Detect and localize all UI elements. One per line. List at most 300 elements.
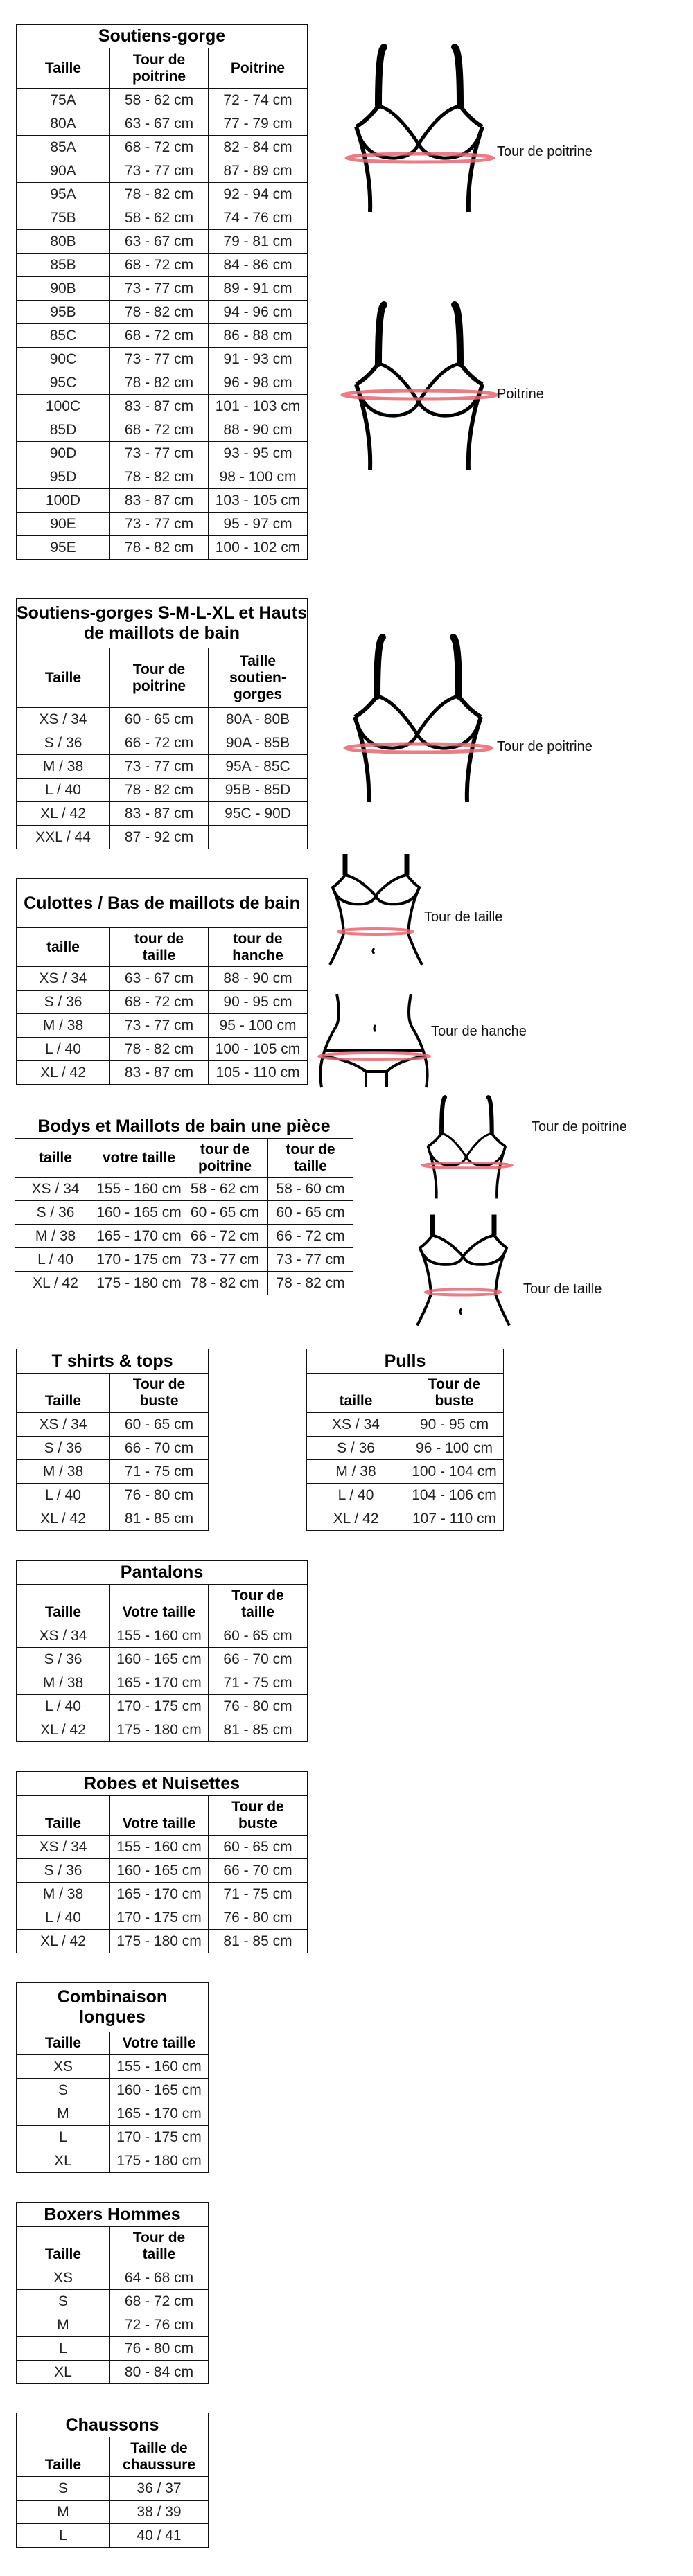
- table-row: [17, 442, 308, 465]
- table-row: [17, 1437, 209, 1460]
- column-header: Taille de chaussure: [110, 2437, 209, 2477]
- table-cell: 63 - 67 cm: [110, 112, 209, 136]
- table-cell: S: [17, 2477, 110, 2501]
- table-cell: 75B: [17, 206, 110, 230]
- table-row: [17, 324, 308, 348]
- table-cell: 72 - 76 cm: [110, 2313, 209, 2337]
- table-cell: 79 - 81 cm: [209, 230, 308, 254]
- table-row: [17, 2102, 209, 2126]
- table-cell: 58 - 60 cm: [268, 1178, 353, 1201]
- column-header: tour de taille: [268, 1139, 353, 1178]
- column-header: Taille: [17, 1374, 110, 1413]
- table-cell: S / 36: [17, 1648, 110, 1671]
- table-row: [17, 489, 308, 513]
- table-cell: 78 - 82 cm: [110, 465, 209, 489]
- table-cell: 73 - 77 cm: [110, 513, 209, 536]
- table-soutiens-gorges-sml: [16, 598, 308, 849]
- table-cell: 96 - 100 cm: [405, 1437, 504, 1460]
- table-row: [15, 1248, 353, 1272]
- table-row: [17, 1460, 209, 1484]
- table-cell: XL / 42: [17, 1061, 110, 1085]
- table-cell: 90 - 95 cm: [209, 991, 308, 1014]
- table-cell: 165 - 170 cm: [110, 1671, 209, 1695]
- table-row: [17, 1624, 308, 1648]
- table-cell: 73 - 77 cm: [110, 348, 209, 371]
- table-cell: 78 - 82 cm: [110, 301, 209, 324]
- table-row: [17, 395, 308, 418]
- table-cell: 85A: [17, 136, 110, 159]
- column-header: Tour de poitrine: [110, 648, 209, 708]
- table-row: [17, 1038, 308, 1061]
- table-cell: 76 - 80 cm: [209, 1906, 308, 1930]
- table-cell: XS / 34: [307, 1413, 405, 1437]
- table-bodys: [15, 1114, 353, 1295]
- table-cell: 71 - 75 cm: [110, 1460, 209, 1484]
- table-title: Boxers Hommes: [17, 2203, 209, 2227]
- table-row: [17, 301, 308, 324]
- table-cell: 95B: [17, 301, 110, 324]
- column-header: tour de poitrine: [182, 1139, 268, 1178]
- table-cell: 175 - 180 cm: [96, 1272, 182, 1295]
- table-cell: 96 - 98 cm: [209, 371, 308, 395]
- table-cell: M / 38: [17, 1014, 110, 1038]
- table-cell: XXL / 44: [17, 826, 110, 849]
- table-row: [17, 2266, 209, 2290]
- table-cell: 170 - 175 cm: [110, 1906, 209, 1930]
- table-cell: 95E: [17, 536, 110, 560]
- table-cell: S / 36: [17, 1859, 110, 1883]
- table-cell: 94 - 96 cm: [209, 301, 308, 324]
- table-cell: 95D: [17, 465, 110, 489]
- table-cell: 87 - 92 cm: [110, 826, 209, 849]
- table-cell: 95C - 90D: [209, 802, 308, 826]
- table-row: [17, 2313, 209, 2337]
- table-row: [17, 513, 308, 536]
- table-cell: 76 - 80 cm: [209, 1695, 308, 1718]
- table-cell: M / 38: [17, 1671, 110, 1695]
- table-cell: 80A: [17, 112, 110, 136]
- table-cell: 81 - 85 cm: [209, 1930, 308, 1953]
- table-row: [307, 1507, 504, 1531]
- table-row: [17, 254, 308, 277]
- column-header: Taille: [17, 2032, 110, 2055]
- table-cell: 155 - 160 cm: [110, 1624, 209, 1648]
- table-cell: 80A - 80B: [209, 708, 308, 731]
- column-header: Votre taille: [110, 1585, 209, 1624]
- table-row: [17, 755, 308, 779]
- table-cell: 155 - 160 cm: [96, 1178, 182, 1201]
- column-header: Votre taille: [110, 2032, 209, 2055]
- table-row: [17, 1718, 308, 1742]
- table-cell: XL / 42: [307, 1507, 405, 1531]
- table-chaussons: [16, 2413, 209, 2548]
- table-cell: 90E: [17, 513, 110, 536]
- table-row: [307, 1437, 504, 1460]
- table-cell: 66 - 70 cm: [209, 1859, 308, 1883]
- table-cell: 175 - 180 cm: [110, 1930, 209, 1953]
- label-tour-de-taille: Tour de taille: [424, 909, 503, 925]
- table-cell: 175 - 180 cm: [110, 2149, 209, 2173]
- table-row: [17, 2149, 209, 2173]
- table-cell: L: [17, 2524, 110, 2548]
- table-cell: 68 - 72 cm: [110, 418, 209, 442]
- column-header: taille: [307, 1374, 405, 1413]
- column-header: Tour de poitrine: [110, 48, 209, 89]
- table-cell: 88 - 90 cm: [209, 967, 308, 991]
- table-cell: 95A: [17, 183, 110, 206]
- table-cell: XL / 42: [17, 1507, 110, 1531]
- table-cell: S / 36: [17, 991, 110, 1014]
- table-pulls: [306, 1349, 504, 1531]
- table-row: [17, 230, 308, 254]
- column-header: tour de taille: [110, 928, 209, 967]
- table-row: [17, 2477, 209, 2501]
- table-row: [307, 1460, 504, 1484]
- table-cell: M / 38: [17, 755, 110, 779]
- table-cell: 100 - 104 cm: [405, 1460, 504, 1484]
- table-cell: 93 - 95 cm: [209, 442, 308, 465]
- table-cell: 63 - 67 cm: [110, 967, 209, 991]
- table-title: Soutiens-gorges S-M-L-XL et Hauts de maillots de bain: [17, 599, 308, 648]
- bra-underbust-illustration: [330, 40, 510, 215]
- table-cell: 77 - 79 cm: [209, 112, 308, 136]
- column-header: Votre taille: [110, 1796, 209, 1836]
- table-soutiens-gorge: [16, 24, 308, 560]
- table-cell: XL: [17, 2361, 110, 2384]
- body-bust-illustration: [412, 1093, 523, 1208]
- table-cell: 78 - 82 cm: [182, 1272, 268, 1295]
- table-cell: 68 - 72 cm: [110, 991, 209, 1014]
- table-cell: 170 - 175 cm: [110, 2126, 209, 2149]
- label-tour-de-poitrine: Tour de poitrine: [497, 739, 593, 754]
- body-waist-illustration: [416, 1214, 513, 1328]
- table-row: [17, 1836, 308, 1859]
- table-cell: 84 - 86 cm: [209, 254, 308, 277]
- table-row: [17, 206, 308, 230]
- table-cell: 160 - 165 cm: [110, 2079, 209, 2102]
- table-cell: XS / 34: [17, 1413, 110, 1437]
- table-row: [17, 159, 308, 183]
- table-cell: 66 - 70 cm: [110, 1437, 209, 1460]
- table-cell: 86 - 88 cm: [209, 324, 308, 348]
- column-header: Taille: [17, 1585, 110, 1624]
- table-cell: 60 - 65 cm: [182, 1201, 268, 1225]
- table-row: [17, 708, 308, 731]
- label-tour-de-hanche: Tour de hanche: [431, 1024, 527, 1039]
- column-header: votre taille: [96, 1139, 182, 1178]
- table-cell: 85C: [17, 324, 110, 348]
- table-row: [307, 1413, 504, 1437]
- column-header: Taille: [17, 1796, 110, 1836]
- table-cell: 73 - 77 cm: [110, 277, 209, 301]
- column-header: Taille soutien-gorges: [209, 648, 308, 708]
- table-row: [17, 89, 308, 112]
- table-cell: 100 - 105 cm: [209, 1038, 308, 1061]
- table-cell: 83 - 87 cm: [110, 1061, 209, 1085]
- table-cell: 80B: [17, 230, 110, 254]
- table-cell: 58 - 62 cm: [110, 89, 209, 112]
- column-header: taille: [17, 928, 110, 967]
- table-title: Bodys et Maillots de bain une pièce: [15, 1114, 353, 1139]
- table-row: [17, 1413, 209, 1437]
- table-cell: 170 - 175 cm: [110, 1695, 209, 1718]
- table-cell: 60 - 65 cm: [110, 1413, 209, 1437]
- table-cell: L: [17, 2126, 110, 2149]
- table-cell: XS: [17, 2055, 110, 2079]
- table-row: [17, 1061, 308, 1085]
- table-title: Pantalons: [17, 1561, 308, 1585]
- table-cell: 63 - 67 cm: [110, 230, 209, 254]
- hips-illustration: [316, 994, 434, 1091]
- column-header: Tour de buste: [110, 1374, 209, 1413]
- table-row: [17, 967, 308, 991]
- table-cell: 75A: [17, 89, 110, 112]
- table-row: [17, 2079, 209, 2102]
- table-row: [17, 418, 308, 442]
- table-cell: 68 - 72 cm: [110, 254, 209, 277]
- table-cell: S / 36: [17, 1437, 110, 1460]
- table-cell: 60 - 65 cm: [209, 1624, 308, 1648]
- table-row: [17, 1648, 308, 1671]
- table-cell: 95 - 97 cm: [209, 513, 308, 536]
- table-pantalons: [16, 1560, 308, 1742]
- table-row: [17, 2361, 209, 2384]
- table-row: [17, 1507, 209, 1531]
- table-cell: 71 - 75 cm: [209, 1883, 308, 1906]
- table-cell: 165 - 170 cm: [110, 2102, 209, 2126]
- table-cell: 80 - 84 cm: [110, 2361, 209, 2384]
- table-cell: 92 - 94 cm: [209, 183, 308, 206]
- label-poitrine: Poitrine: [497, 387, 544, 402]
- table-cell: 58 - 62 cm: [182, 1178, 268, 1201]
- table-cell: 40 / 41: [110, 2524, 209, 2548]
- table-row: [15, 1201, 353, 1225]
- table-cell: 165 - 170 cm: [96, 1225, 182, 1248]
- table-cell: 90 - 95 cm: [405, 1413, 504, 1437]
- bra-sml-underbust-illustration: [328, 630, 509, 805]
- column-header: taille: [15, 1139, 96, 1178]
- table-row: [17, 1906, 308, 1930]
- table-row: [17, 802, 308, 826]
- table-cell: 95 - 100 cm: [209, 1014, 308, 1038]
- table-cell: 73 - 77 cm: [268, 1248, 353, 1272]
- column-header: Taille: [17, 2227, 110, 2266]
- table-cell: 98 - 100 cm: [209, 465, 308, 489]
- table-cell: 101 - 103 cm: [209, 395, 308, 418]
- table-cell: S / 36: [17, 731, 110, 755]
- table-cell: L / 40: [17, 1906, 110, 1930]
- table-cell: 83 - 87 cm: [110, 802, 209, 826]
- table-cell: M: [17, 2501, 110, 2524]
- table-cell: 73 - 77 cm: [182, 1248, 268, 1272]
- table-cell: 78 - 82 cm: [110, 371, 209, 395]
- table-title: Combinaison longues: [17, 1983, 209, 2032]
- table-row: [17, 112, 308, 136]
- table-cell: XL / 42: [17, 1930, 110, 1953]
- table-cell: 88 - 90 cm: [209, 418, 308, 442]
- table-cell: 73 - 77 cm: [110, 442, 209, 465]
- column-header: Poitrine: [209, 48, 308, 89]
- column-header: Taille: [17, 648, 110, 708]
- table-row: [17, 465, 308, 489]
- table-cell: L: [17, 2337, 110, 2361]
- table-row: [17, 731, 308, 755]
- table-cell: XL / 42: [15, 1272, 96, 1295]
- table-row: [15, 1272, 353, 1295]
- table-row: [17, 183, 308, 206]
- table-cell: 170 - 175 cm: [96, 1248, 182, 1272]
- column-header: Tour de buste: [405, 1374, 504, 1413]
- table-row: [17, 826, 308, 849]
- table-cell: XS / 34: [15, 1178, 96, 1201]
- table-cell: 68 - 72 cm: [110, 2290, 209, 2313]
- table-row: [17, 348, 308, 371]
- table-row: [17, 1695, 308, 1718]
- table-cell: 76 - 80 cm: [110, 1484, 209, 1507]
- table-row: [17, 1484, 209, 1507]
- table-cell: 66 - 72 cm: [110, 731, 209, 755]
- table-cell: 82 - 84 cm: [209, 136, 308, 159]
- column-header: Tour de taille: [209, 1585, 308, 1624]
- table-cell: 71 - 75 cm: [209, 1671, 308, 1695]
- table-cell: 81 - 85 cm: [209, 1718, 308, 1742]
- label-tour-de-taille: Tour de taille: [523, 1281, 602, 1297]
- table-cell: 73 - 77 cm: [110, 159, 209, 183]
- table-title: Chaussons: [17, 2413, 209, 2437]
- table-row: [17, 1014, 308, 1038]
- label-tour-de-poitrine: Tour de poitrine: [532, 1119, 627, 1135]
- table-cell: XS / 34: [17, 967, 110, 991]
- table-cell: 78 - 82 cm: [110, 1038, 209, 1061]
- table-row: [17, 779, 308, 802]
- table-cell: S / 36: [15, 1201, 96, 1225]
- table-cell: XS / 34: [17, 1836, 110, 1859]
- table-cell: 60 - 65 cm: [209, 1836, 308, 1859]
- table-cell: 78 - 82 cm: [110, 536, 209, 560]
- table-row: [17, 536, 308, 560]
- table-row: [17, 136, 308, 159]
- table-cell: 90D: [17, 442, 110, 465]
- table-cell: 74 - 76 cm: [209, 206, 308, 230]
- column-header: Taille: [17, 2437, 110, 2477]
- table-cell: 85B: [17, 254, 110, 277]
- table-cell: 64 - 68 cm: [110, 2266, 209, 2290]
- table-cell: M / 38: [307, 1460, 405, 1484]
- table-cell: 76 - 80 cm: [110, 2337, 209, 2361]
- table-row: [17, 1883, 308, 1906]
- table-cell: 90A - 85B: [209, 731, 308, 755]
- table-cell: 68 - 72 cm: [110, 136, 209, 159]
- table-row: [17, 1859, 308, 1883]
- table-row: [17, 371, 308, 395]
- table-cell: L / 40: [17, 779, 110, 802]
- table-row: [17, 277, 308, 301]
- table-cell: 100 - 102 cm: [209, 536, 308, 560]
- table-cell: 155 - 160 cm: [110, 1836, 209, 1859]
- table-cell: 100D: [17, 489, 110, 513]
- table-cell: 38 / 39: [110, 2501, 209, 2524]
- table-cell: 89 - 91 cm: [209, 277, 308, 301]
- table-cell: L / 40: [17, 1484, 110, 1507]
- column-header: Tour de buste: [209, 1796, 308, 1836]
- table-cell: 78 - 82 cm: [268, 1272, 353, 1295]
- torso-waist-illustration: [328, 854, 426, 966]
- table-cell: 85D: [17, 418, 110, 442]
- table-row: [17, 2501, 209, 2524]
- table-cell: L / 40: [17, 1695, 110, 1718]
- table-row: [17, 991, 308, 1014]
- table-cell: 100C: [17, 395, 110, 418]
- table-cell: S / 36: [307, 1437, 405, 1460]
- table-culottes: [16, 878, 308, 1085]
- table-boxers: [16, 2202, 209, 2384]
- table-cell: 60 - 65 cm: [110, 708, 209, 731]
- table-cell: XS / 34: [17, 708, 110, 731]
- table-title: Robes et Nuisettes: [17, 1772, 308, 1796]
- table-cell: 87 - 89 cm: [209, 159, 308, 183]
- table-title: Culottes / Bas de maillots de bain: [17, 879, 308, 928]
- table-row: [17, 2290, 209, 2313]
- table-cell: XS: [17, 2266, 110, 2290]
- table-cell: 83 - 87 cm: [110, 395, 209, 418]
- bra-bust-illustration: [330, 298, 510, 472]
- table-row: [15, 1178, 353, 1201]
- table-cell: 78 - 82 cm: [110, 779, 209, 802]
- column-header: tour de hanche: [209, 928, 308, 967]
- table-cell: XL / 42: [17, 802, 110, 826]
- table-row: [17, 2524, 209, 2548]
- table-cell: XS / 34: [17, 1624, 110, 1648]
- table-cell: S: [17, 2079, 110, 2102]
- table-cell: 155 - 160 cm: [110, 2055, 209, 2079]
- table-cell: M: [17, 2102, 110, 2126]
- table-cell: 107 - 110 cm: [405, 1507, 504, 1531]
- table-cell: 165 - 170 cm: [110, 1883, 209, 1906]
- table-combinaison: [16, 1982, 209, 2173]
- table-cell: L / 40: [15, 1248, 96, 1272]
- table-cell: 78 - 82 cm: [110, 183, 209, 206]
- table-cell: 91 - 93 cm: [209, 348, 308, 371]
- table-row: [17, 1671, 308, 1695]
- table-cell: 36 / 37: [110, 2477, 209, 2501]
- table-cell: 72 - 74 cm: [209, 89, 308, 112]
- table-cell: M / 38: [17, 1460, 110, 1484]
- table-title: Pulls: [307, 1349, 504, 1374]
- table-cell: 95C: [17, 371, 110, 395]
- table-cell: M / 38: [15, 1225, 96, 1248]
- table-cell: 105 - 110 cm: [209, 1061, 308, 1085]
- table-title: T shirts & tops: [17, 1349, 209, 1374]
- table-cell: XL / 42: [17, 1718, 110, 1742]
- table-row: [17, 2126, 209, 2149]
- table-cell: 90C: [17, 348, 110, 371]
- table-cell: 68 - 72 cm: [110, 324, 209, 348]
- table-cell: 104 - 106 cm: [405, 1484, 504, 1507]
- table-cell: M / 38: [17, 1883, 110, 1906]
- table-cell: 160 - 165 cm: [110, 1859, 209, 1883]
- table-cell: 90A: [17, 159, 110, 183]
- table-cell: L / 40: [307, 1484, 405, 1507]
- table-tshirts: [16, 1349, 209, 1531]
- column-header: Taille: [17, 48, 110, 89]
- table-cell: M: [17, 2313, 110, 2337]
- table-cell: XL: [17, 2149, 110, 2173]
- table-cell: 73 - 77 cm: [110, 1014, 209, 1038]
- column-header: Tour de taille: [110, 2227, 209, 2266]
- table-cell: 175 - 180 cm: [110, 1718, 209, 1742]
- table-cell: 81 - 85 cm: [110, 1507, 209, 1531]
- table-cell: 66 - 70 cm: [209, 1648, 308, 1671]
